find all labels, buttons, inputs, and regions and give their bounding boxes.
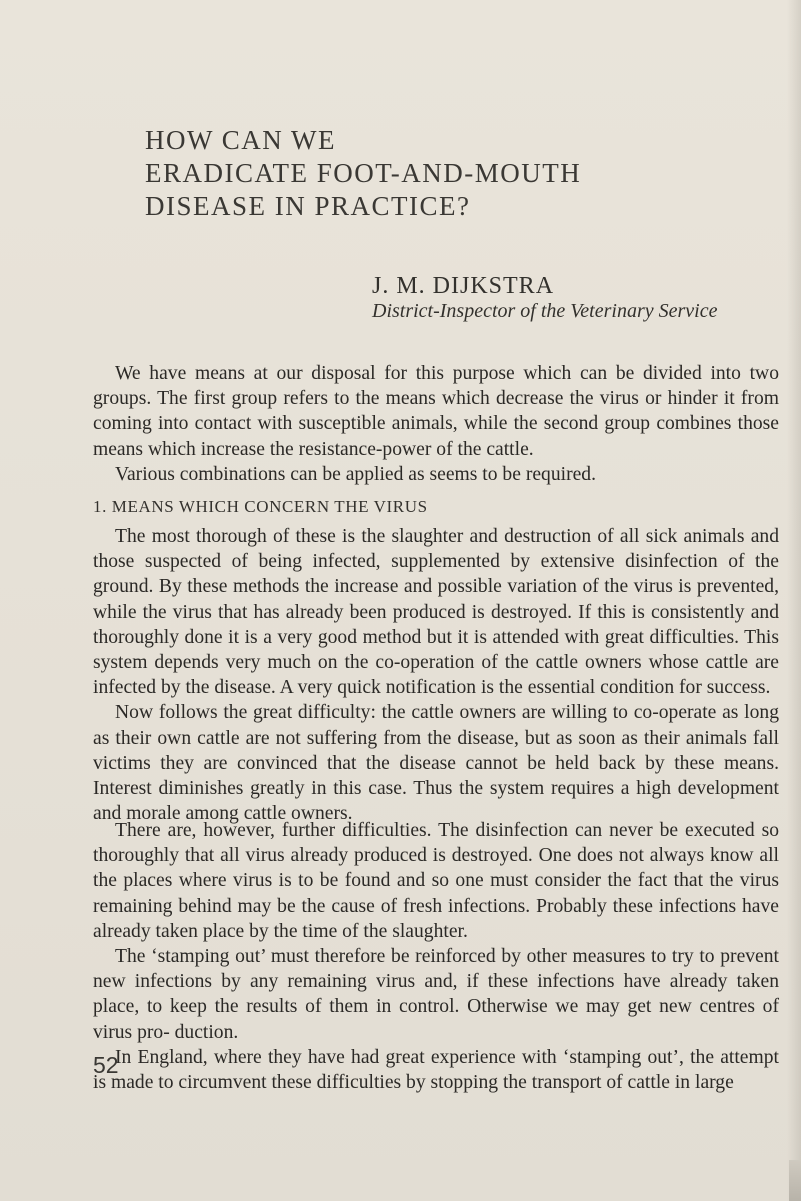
scan-corner-mark <box>789 1160 801 1201</box>
paragraph: The most thorough of these is the slaughter and destruction of all sick animals and those suspected of being infected, supplemented by extensive disinfection of the ground. By these methods the increase and possible variation of the virus is prevented, while the virus that has already been produced is destroyed. If this is consistently and thoroughly done it is a very good method but it is attended with great difficulties. This system depends very much on the co-operation of the cattle owners whose cattle are infected by the disease. A very quick notification is the essential condition for success. <box>93 526 779 699</box>
section-text <box>93 524 779 826</box>
title-line: HOW CAN WE <box>145 125 336 155</box>
paragraph: Now follows the great difficulty: the cattle owners are willing to co-operate as long as their own cattle are not suffering from the disease, but as soon as their animals fall victims they are convinced that the disease cannot be held back by these means. Interest diminishes greatly in this case. Thus the system requires a high development and morale among cattle owners. <box>93 702 779 825</box>
page-edge-shadow <box>787 0 801 1201</box>
section-heading: 1. MEANS WHICH CONCERN THE VIRUS <box>93 497 428 516</box>
paragraph: There are, however, further difficulties. The disinfection can never be executed so thoroughly that all virus already produced is destroyed. One does not always know all the places where virus is to be found and so one must consider the fact that the virus remaining behind may be the cause of fresh infections. Probably these infections have already taken place by the time of the slaughter. <box>93 820 779 942</box>
author-name: J. M. DIJKSTRA <box>372 273 555 299</box>
title-line: DISEASE IN PRACTICE? <box>145 191 471 221</box>
paragraph: We have means at our disposal for this purpose which can be divided into two groups. The first group refers to the means which decrease the virus or hinder it from coming into contact with susceptible animals, while the second group combines those means which increase the resistance-power of the cattle. <box>93 363 779 460</box>
paragraph: In England, where they have had great experience with ‘stamping out’, the attempt is made to circumvent these difficulties by stopping the transport of cattle in large <box>93 1046 779 1094</box>
intro-text <box>93 361 779 487</box>
continued-text <box>93 818 779 1095</box>
article-title <box>145 124 581 223</box>
page-number: 52 <box>93 1052 119 1078</box>
author-affiliation: District-Inspector of the Veterinary Service <box>372 300 718 322</box>
paragraph: Various combinations can be applied as seems to be required. <box>115 463 596 485</box>
title-line: ERADICATE FOOT-AND-MOUTH <box>145 158 582 188</box>
paragraph: The ‘stamping out’ must therefore be reinforced by other measures to try to prevent new infections by any remaining virus and, if these infections have already taken place, to keep the results of them in control. Otherwise we may get new centres of virus pro- duction. <box>93 946 779 1043</box>
